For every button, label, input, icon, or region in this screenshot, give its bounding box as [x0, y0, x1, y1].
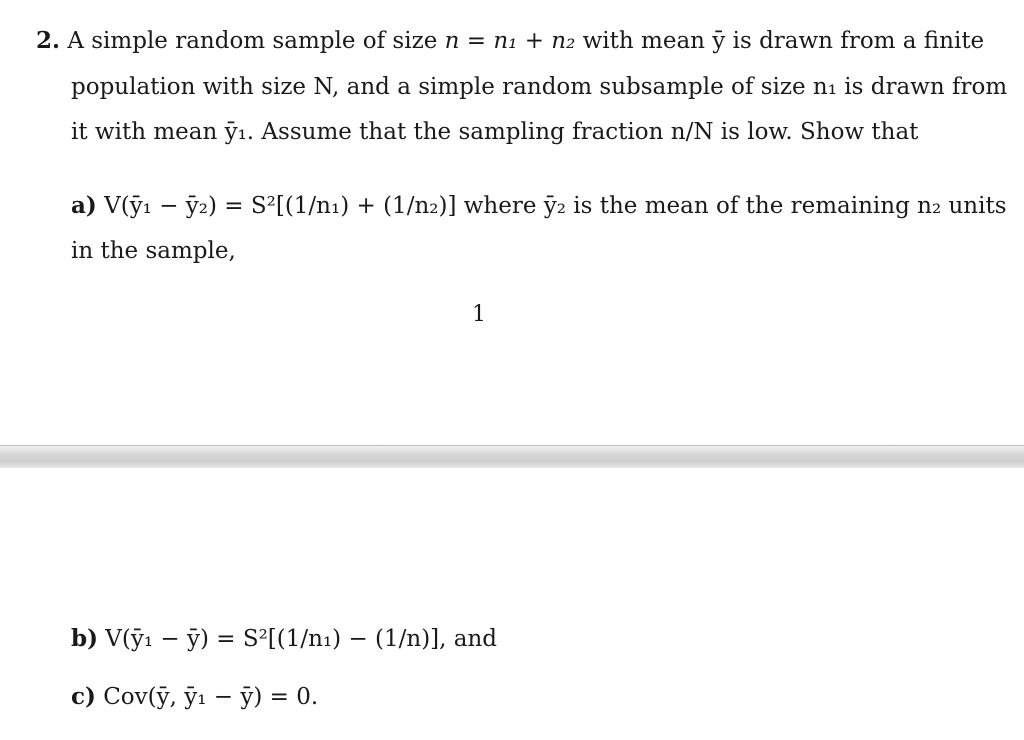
- problem-number: 2.: [36, 27, 61, 54]
- part-a-text: V(ȳ₁ − ȳ₂) = S²[(1/n₁) + (1/n₂)] where ȳ₂ is the mean of the remaining n₂ units: [104, 193, 1007, 219]
- page-number: 1: [472, 302, 486, 327]
- part-a-line-2: [71, 237, 236, 265]
- problem-line-3: [71, 118, 918, 146]
- part-a-line-1: [71, 192, 1007, 220]
- problem-intro-3: it with mean ȳ₁. Assume that the sampling fraction n/N is low. Show that: [71, 119, 919, 145]
- part-b-text: V(ȳ₁ − ȳ) = S²[(1/n₁) − (1/n)], and: [105, 626, 498, 652]
- part-a-label: a): [71, 192, 97, 219]
- part-b-line: [71, 625, 497, 653]
- problem-intro-2: population with size N, and a simple random subsample of size n₁ is drawn from: [71, 74, 1008, 100]
- part-b-label: b): [71, 625, 98, 652]
- problem-line-1: [36, 27, 984, 55]
- problem-intro-1a: A simple random sample of size: [67, 28, 445, 54]
- problem-intro-1-math: n = n₁ + n₂: [444, 28, 576, 54]
- problem-line-2: [71, 73, 1007, 101]
- part-a-text-2: in the sample,: [71, 238, 236, 264]
- problem-intro-1b: with mean ȳ is drawn from a finite: [575, 28, 985, 54]
- page-break: [0, 446, 1024, 468]
- part-c-label: c): [71, 683, 96, 710]
- part-c-text: Cov(ȳ, ȳ₁ − ȳ) = 0.: [103, 684, 319, 710]
- part-c-line: [71, 683, 318, 711]
